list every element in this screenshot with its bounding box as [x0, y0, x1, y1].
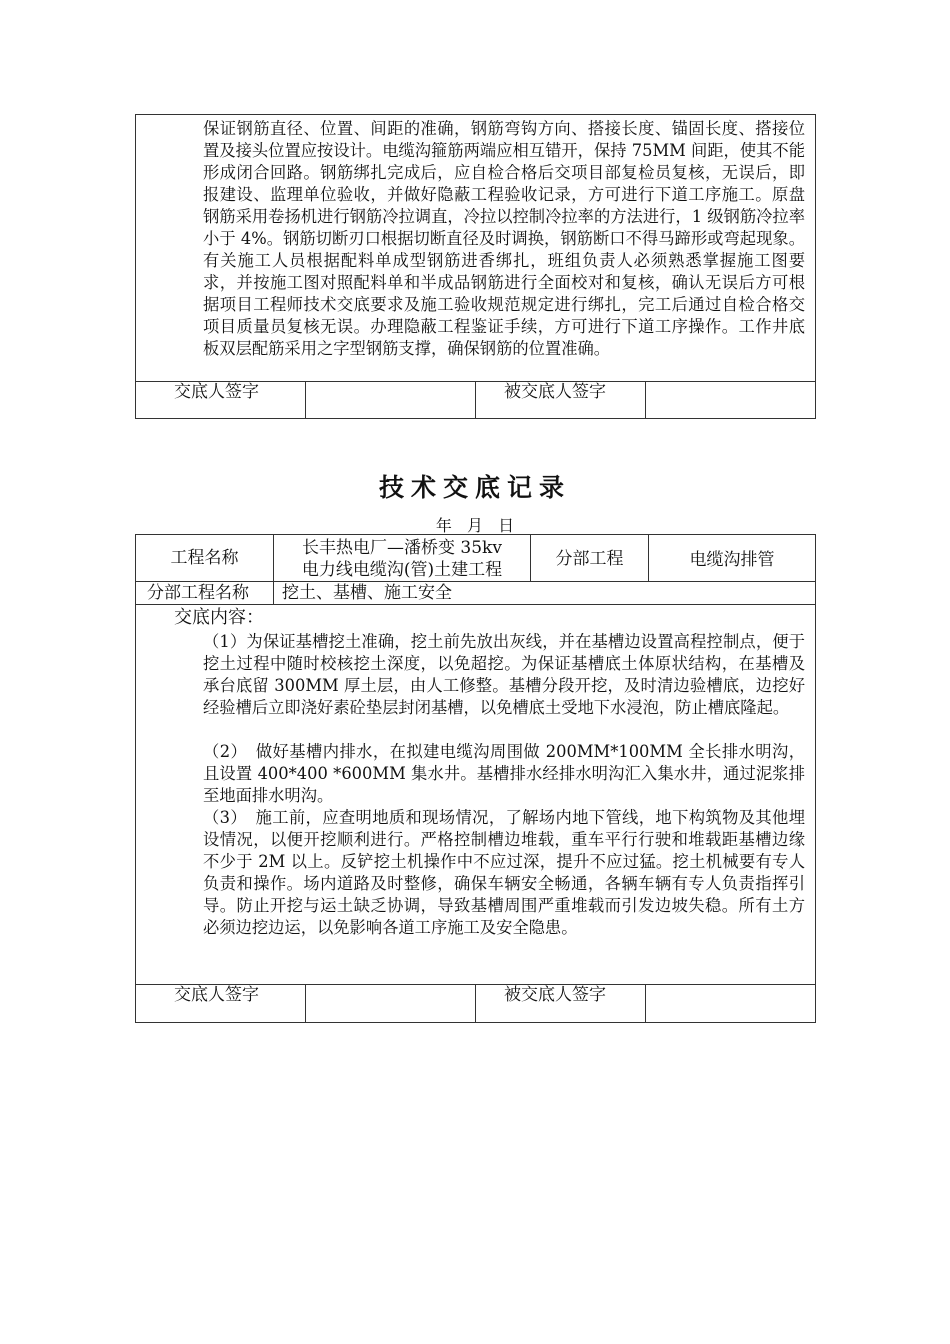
content-paragraph-3: （3） 施工前，应查明地质和现场情况，了解场内地下管线，地下构筑物及其他埋设情况，以便开挖顺利进行。严格控制槽边堆载，重车平行行驶和堆载距基槽边缘不少于 2M 以上。反铲挖土机操作中不应过深，提升不应过猛。挖土机械要有专人负责和操作。场内道路及时整修，确保车辆安全畅通，各辆车辆有专人负责指挥引导。防止开挖与运土缺乏协调，导致基槽周围严重堆载而引发边坡失稳。所有土方必须边挖边运，以免影响各道工序施工及安全隐患。	[203, 808, 805, 937]
content-label: 交底内容：	[174, 607, 264, 628]
top-discloser-signature-label: 交底人签字	[174, 382, 259, 402]
content-paragraph-2: （2） 做好基槽内排水，在拟建电缆沟周围做 200MM*100MM 全长排水明沟，且设置 400*400 *600MM 集水井。基槽排水经排水明沟汇入集水井，通过泥浆排至地面排水明沟。	[203, 742, 805, 805]
top-receiver-signature-label: 被交底人签字	[504, 382, 606, 402]
project-name-line2: 电力线电缆沟(管)土建工程	[301, 560, 503, 580]
sig-divider-2	[475, 984, 476, 1023]
sub-project-value: 电缆沟排管	[689, 550, 775, 570]
sub-project-name-label: 分部工程名称	[147, 583, 249, 603]
row1-bottom	[135, 581, 816, 582]
row2-bottom	[135, 604, 816, 605]
rebar-continuation-text: 保证钢筋直径、位置、间距的准确，钢筋弯钩方向、搭接长度、锚固长度、搭接位置及接头位置应按设计。电缆沟箍筋两端应相互错开，保持 75MM 间距，使其不能形成闭合回路。钢筋绑扎完成后，应自检合格后交项目部复检员复核，无误后，即报建设、监理单位验收，并做好隐蔽工程验收记录，方可进行下道工序施工。原盘钢筋采用卷扬机进行钢筋冷拉调直，冷拉以控制冷拉率的方法进行，1 级钢筋冷拉率小于 4%。钢筋切断刃口根据切断直径及时调换，钢筋断口不得马蹄形或弯起现象。有关施工人员根据配料单成型钢筋进香绑扎，班组负责人必须熟悉掌握施工图要求，并按施工图对照配料单和半成品钢筋进行全面校对和复核，确认无误后方可根据项目工程师技术交底要求及施工验收规范规定进行绑扎，完工后通过自检合格交项目质量员复核无误。办理隐蔽工程鉴证手续，方可进行下道工序操作。工作井底板双层配筋采用之字型钢筋支撑，确保钢筋的位置准确。	[203, 119, 805, 358]
project-name-label: 工程名称	[170, 548, 239, 568]
receiver-signature-label: 被交底人签字	[504, 985, 606, 1005]
sub-project-name-value: 挖土、基槽、施工安全	[282, 583, 452, 603]
sub-project-label: 分部工程	[555, 549, 624, 569]
discloser-signature-label: 交底人签字	[174, 985, 259, 1005]
top-discloser-signature-field[interactable]	[306, 382, 474, 418]
discloser-signature-field[interactable]	[306, 985, 474, 1022]
record-title: 技术交底记录	[378, 473, 571, 502]
content-paragraph-1: （1）为保证基槽挖土准确，挖土前先放出灰线，并在基槽边设置高程控制点，便于挖土过程中随时校核挖土深度，以免超挖。为保证基槽底土体原状结构，在基槽及承台底留 300MM 厚土层，由人工修整。基槽分段开挖，及时清边验槽底，边挖好经验槽后立即浇好素砼垫层封闭基槽，以免槽底土受地下水浸泡，防止槽底隆起。	[203, 632, 805, 717]
date-line: 年 月 日	[435, 516, 515, 535]
top-receiver-signature-field[interactable]	[646, 382, 814, 418]
top-sig-divider-2	[475, 381, 476, 419]
receiver-signature-field[interactable]	[646, 985, 814, 1022]
project-name-line1: 长丰热电厂—潘桥变 35kv	[302, 538, 502, 558]
